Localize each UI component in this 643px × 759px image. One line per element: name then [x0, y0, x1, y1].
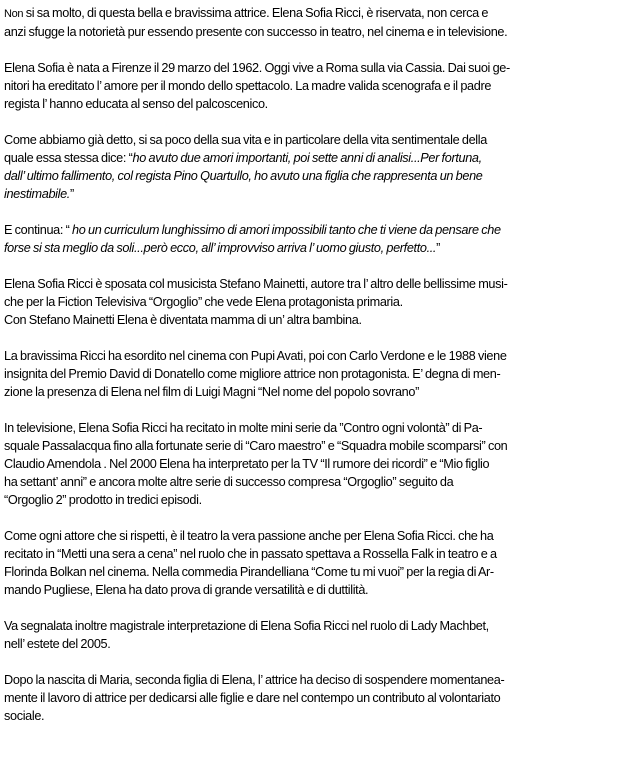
text-segment: nitori ha ereditato l’ amore per il mondo dello spettacolo. La madre valida scenografa e il padre — [4, 79, 492, 93]
text-segment: inestimabile. — [4, 187, 70, 201]
text-line — [4, 131, 638, 149]
text-line — [4, 347, 638, 365]
text-segment: In televisione, Elena Sofia Ricci ha recitato in molte mini serie da ”Contro ogni volontà” di Pa- — [4, 421, 483, 435]
text-line — [4, 563, 638, 581]
text-segment: anzi sfugge la notorietà pur essendo presente con successo in teatro, nel cinema e in televisione. — [4, 25, 508, 39]
text-line — [4, 293, 638, 311]
text-line — [4, 707, 638, 725]
text-segment: Come abbiamo già detto, si sa poco della sua vita e in particolare della vita sentimentale della — [4, 133, 487, 147]
paragraph — [4, 671, 638, 725]
text-segment: Dopo la nascita di Maria, seconda figlia di Elena, l’ attrice ha deciso di sospendere momentanea- — [4, 673, 505, 687]
text-line — [4, 59, 638, 77]
text-segment: “Orgoglio 2” prodotto in tredici episodi. — [4, 493, 202, 507]
text-segment: Florinda Bolkan nel cinema. Nella commedia Pirandelliana “Come tu mi vuoi” per la regia di Ar- — [4, 565, 494, 579]
text-line — [4, 419, 638, 437]
text-line — [4, 185, 638, 203]
text-segment: Claudio Amendola . Nel 2000 Elena ha interpretato per la TV “Il rumore dei ricordi” e “Mio figlio — [4, 457, 490, 471]
text-segment: Con Stefano Mainetti Elena è diventata mamma di un’ altra bambina. — [4, 313, 362, 327]
text-line — [4, 311, 638, 329]
paragraph — [4, 419, 638, 509]
article-body — [4, 4, 638, 743]
text-segment: insignita del Premio David di Donatello come migliore attrice non protagonista. E’ degna di men- — [4, 367, 501, 381]
text-segment: ho un curriculum lunghissimo di amori impossibili tanto che ti viene da pensare che — [69, 223, 501, 237]
text-segment: Elena Sofia è nata a Firenze il 29 marzo del 1962. Oggi vive a Roma sulla via Cassia. Dai suoi ge- — [4, 61, 510, 75]
text-segment: recitato in “Metti una sera a cena” nel ruolo che in passato spettava a Rossella Falk in teatro e a — [4, 547, 497, 561]
text-segment: ho avuto due amori importanti, poi sette anni di analisi...Per fortuna, — [132, 151, 482, 165]
paragraph — [4, 221, 638, 257]
text-line — [4, 617, 638, 635]
text-segment: Non — [4, 8, 24, 20]
text-line — [4, 275, 638, 293]
text-segment: mando Pugliese, Elena ha dato prova di grande versatilità e di duttilità. — [4, 583, 369, 597]
text-segment: forse si sta meglio da soli...però ecco, all’ improvviso arriva l’ uomo giusto, perfetto... — [4, 241, 437, 255]
paragraph — [4, 617, 638, 653]
text-line — [4, 527, 638, 545]
text-segment: dall’ ultimo fallimento, col regista Pino Quartullo, ho avuto una figlia che rappresenta un bene — [4, 169, 483, 183]
text-segment: squale Passalacqua fino alla fortunate serie di “Caro maestro” e “Squadra mobile scomparsi” con — [4, 439, 508, 453]
paragraph — [4, 527, 638, 599]
text-line — [4, 581, 638, 599]
text-segment: La bravissima Ricci ha esordito nel cinema con Pupi Avati, poi con Carlo Verdone e le 1988 viene — [4, 349, 507, 363]
text-segment: quale essa stessa dice: “ — [4, 151, 133, 165]
text-line — [4, 167, 638, 185]
text-line — [4, 149, 638, 167]
text-segment: mente il lavoro di attrice per dedicarsi alle figlie e dare nel contempo un contributo al volontariato — [4, 691, 501, 705]
text-line — [4, 365, 638, 383]
text-segment: zione la presenza di Elena nel film di Luigi Magni “Nel nome del popolo sovrano” — [4, 385, 419, 399]
text-line — [4, 77, 638, 95]
text-segment: E continua: “ — [4, 223, 70, 237]
text-segment: Come ogni attore che si rispetti, è il teatro la vera passione anche per Elena Sofia Ricci. che ha — [4, 529, 494, 543]
text-line — [4, 689, 638, 707]
text-segment: ” — [69, 187, 74, 201]
paragraph — [4, 131, 638, 203]
text-line — [4, 491, 638, 509]
text-line — [4, 383, 638, 401]
text-segment: Elena Sofia Ricci è sposata col musicista Stefano Mainetti, autore tra l’ altro delle bellissime musi- — [4, 277, 508, 291]
text-line — [4, 545, 638, 563]
text-line — [4, 473, 638, 491]
text-segment: nell’ estete del 2005. — [4, 637, 111, 651]
text-segment: ha settant’ anni” e ancora molte altre serie di successo compresa “Orgoglio” seguito da — [4, 475, 454, 489]
text-line — [4, 23, 638, 41]
text-line — [4, 4, 638, 23]
text-line — [4, 95, 638, 113]
text-segment: regista l’ hanno educata al senso del palcoscenico. — [4, 97, 268, 111]
text-line — [4, 221, 638, 239]
paragraph — [4, 4, 638, 41]
text-segment: Non si sa molto, di questa bella e bravissima attrice. Elena Sofia Ricci, è riservata, non cerca e — [4, 6, 489, 20]
text-segment: ” — [436, 241, 441, 255]
paragraph — [4, 275, 638, 329]
text-segment: che per la Fiction Televisiva “Orgoglio” che vede Elena protagonista primaria. — [4, 295, 403, 309]
text-line — [4, 671, 638, 689]
paragraph — [4, 59, 638, 113]
text-line — [4, 635, 638, 653]
text-segment: sociale. — [4, 709, 45, 723]
text-line — [4, 455, 638, 473]
text-line — [4, 239, 638, 257]
text-line — [4, 437, 638, 455]
text-segment: Va segnalata inoltre magistrale interpretazione di Elena Sofia Ricci nel ruolo di Lady Machbet, — [4, 619, 489, 633]
paragraph — [4, 347, 638, 401]
